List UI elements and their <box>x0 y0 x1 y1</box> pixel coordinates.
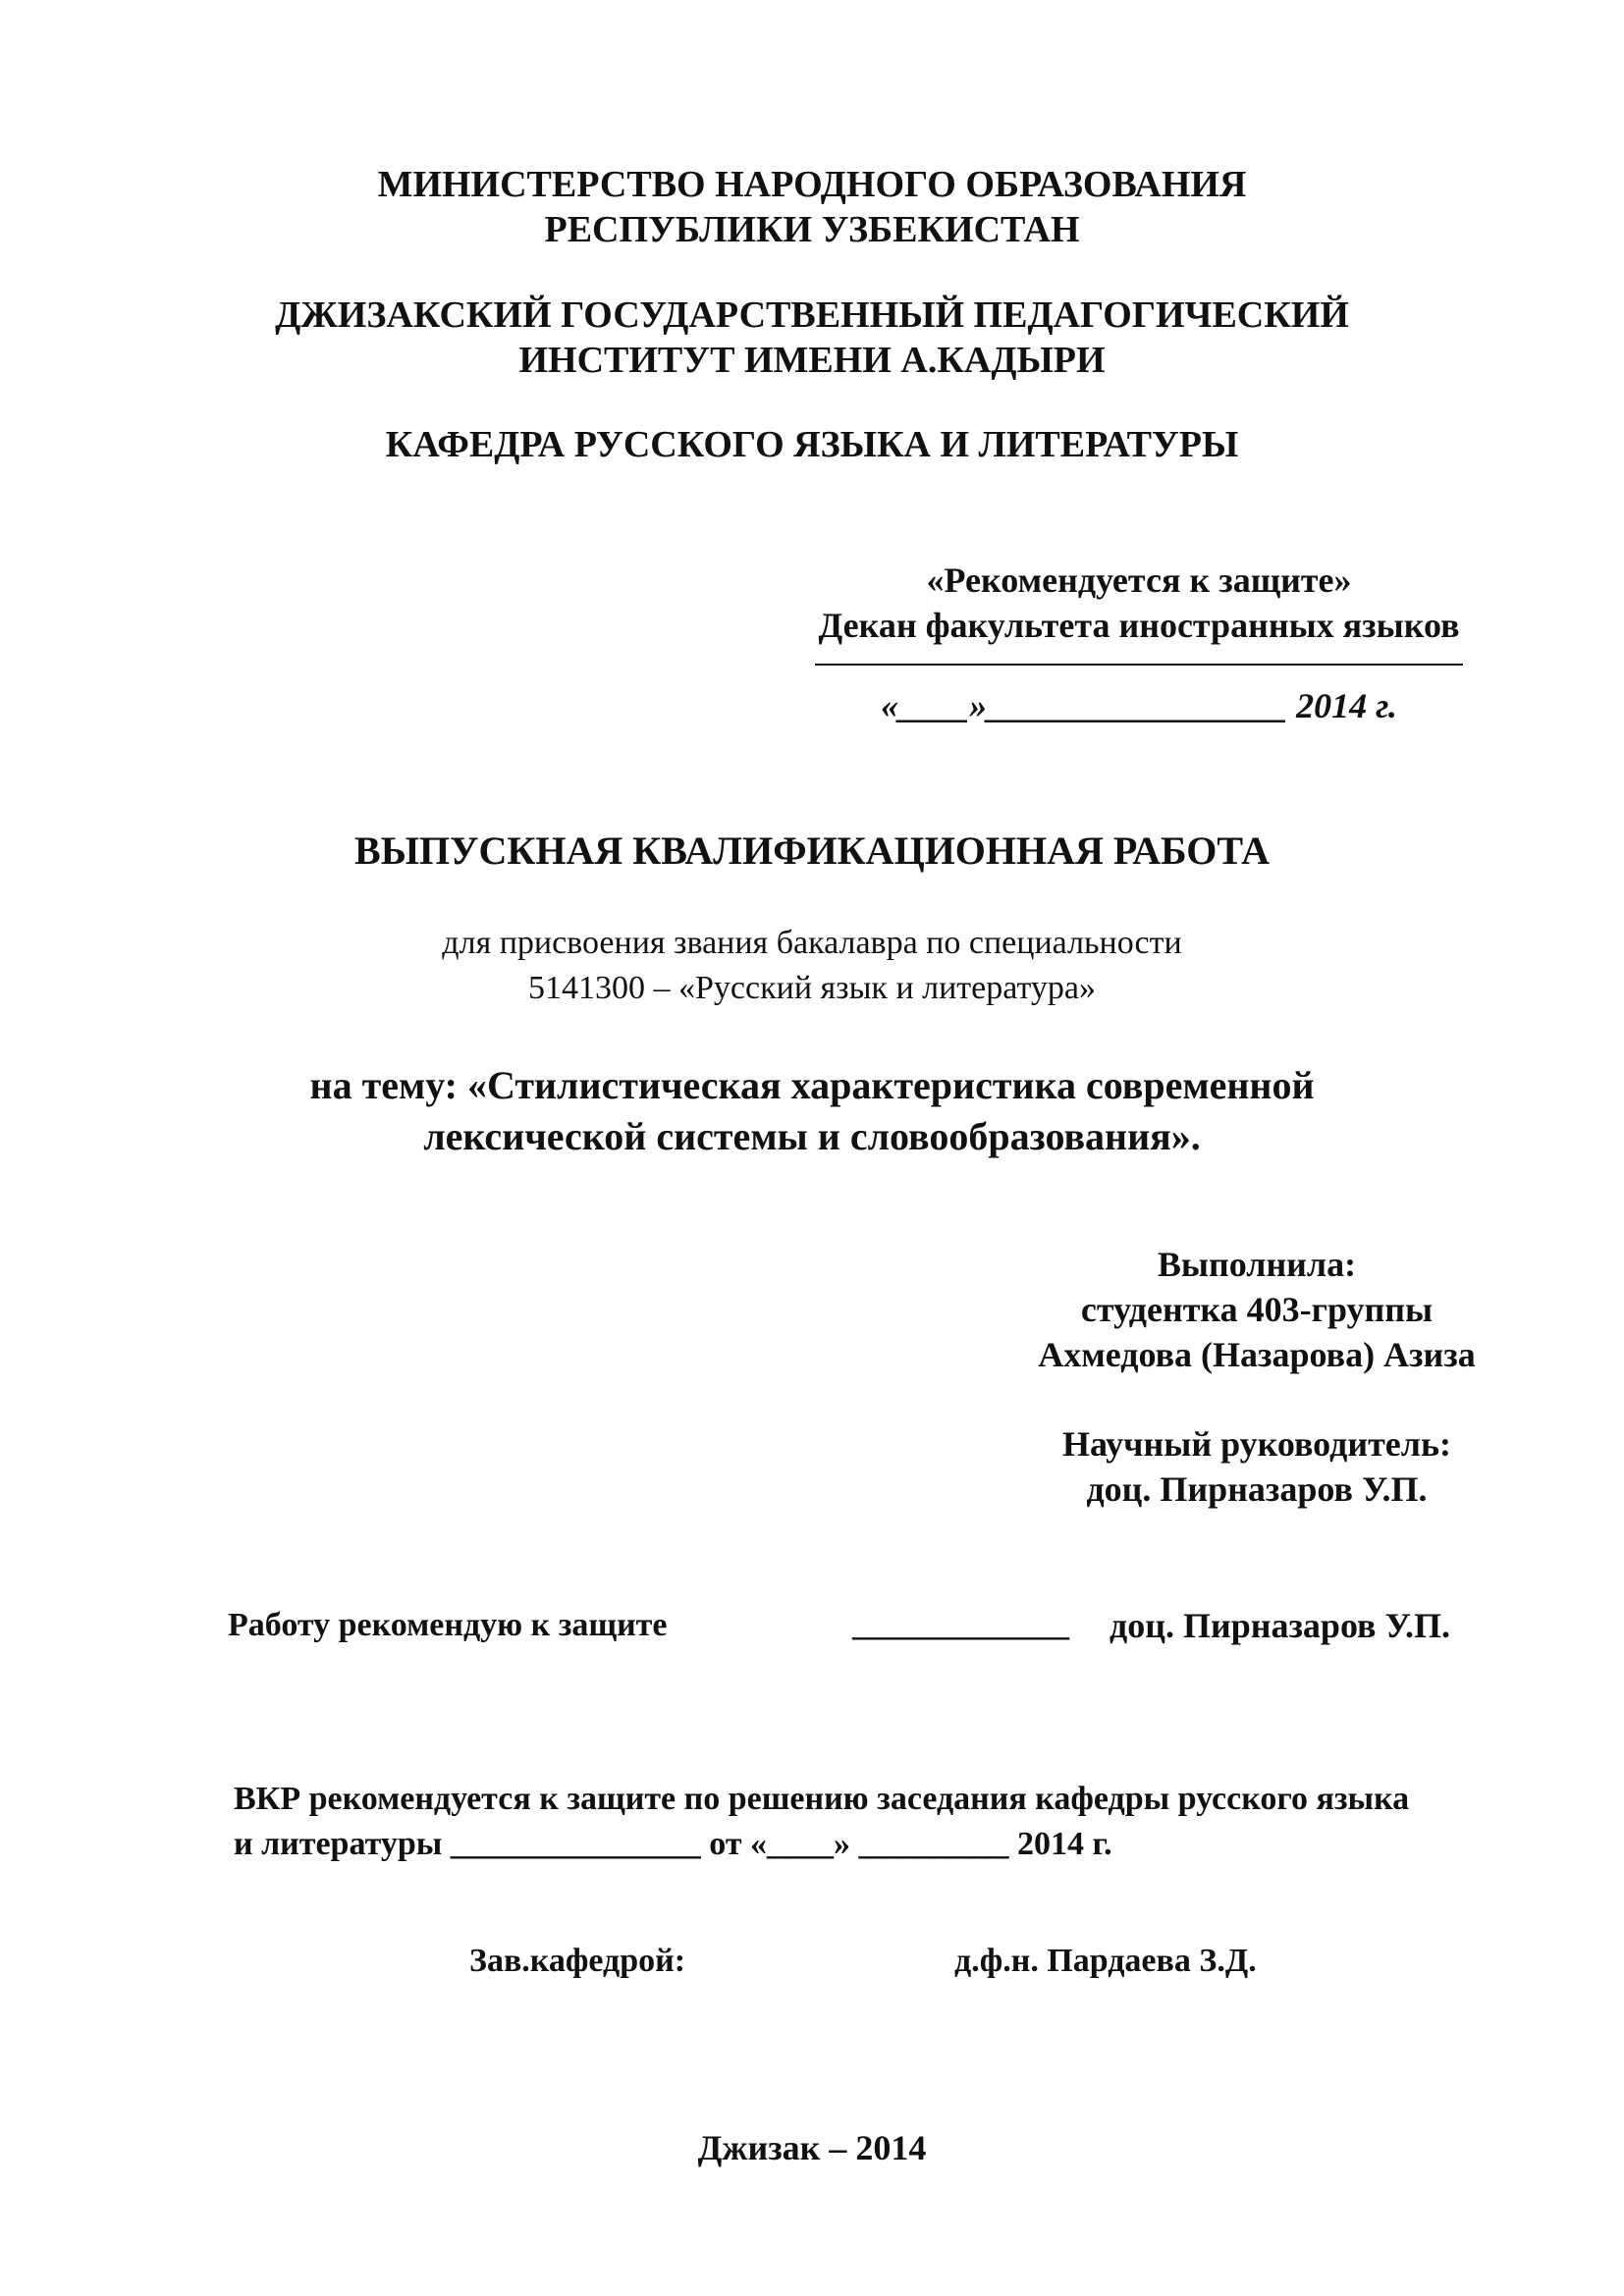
department-heading: КАФЕДРА РУССКОГО ЯЗЫКА И ЛИТЕРАТУРЫ <box>385 424 1239 465</box>
degree-line-1: для присвоения звания бакалавра по специальности <box>442 925 1182 961</box>
recommendation-signature-line: _____________ <box>852 1607 1069 1643</box>
degree-description <box>0 921 1624 1011</box>
approval-block <box>776 558 1502 728</box>
topic-line-1: на тему: «Стилистическая характеристика современной <box>309 1063 1315 1107</box>
supervisor-name: доц. Пирназаров У.П. <box>1086 1469 1428 1509</box>
signature-rule <box>815 664 1463 666</box>
head-label: Зав.кафедрой: <box>469 1943 686 1979</box>
city-year: Джизак – 2014 <box>697 2128 927 2167</box>
supervisor-label: Научный руководитель: <box>1062 1424 1451 1464</box>
author-block <box>933 1242 1581 1377</box>
author-group: студентка 403-группы <box>1080 1290 1434 1329</box>
decision-line-1: ВКР рекомендуется к защите по решению заседания кафедры русского языка <box>234 1781 1410 1817</box>
author-name: Ахмедова (Назарова) Азиза <box>1038 1335 1476 1374</box>
ministry-line-2: РЕСПУБЛИКИ УЗБЕКИСТАН <box>544 209 1080 250</box>
degree-line-2: 5141300 – «Русский язык и литература» <box>528 970 1096 1006</box>
ministry-line-1: МИНИСТЕРСТВО НАРОДНОГО ОБРАЗОВАНИЯ <box>377 164 1247 205</box>
recommendation-row <box>0 1603 1624 1652</box>
recommendation-name: доц. Пирназаров У.П. <box>1110 1606 1451 1645</box>
head-name: д.ф.н. Пардаева З.Д. <box>954 1943 1257 1979</box>
decision-line-2: и литературы _______________ от «____» _________ 2014 г. <box>234 1826 1112 1862</box>
institute-heading <box>0 293 1624 383</box>
supervisor-block <box>933 1421 1581 1512</box>
ministry-heading <box>0 162 1624 252</box>
head-of-department-row <box>0 1939 1624 1988</box>
approval-dean: Декан факультета иностранных языков <box>818 606 1460 645</box>
work-title: ВЫПУСКНАЯ КВАЛИФИКАЦИОННАЯ РАБОТА <box>354 828 1270 873</box>
department-decision <box>234 1777 1530 1867</box>
author-label: Выполнила: <box>1157 1245 1357 1284</box>
institute-line-2: ИНСТИТУТ ИМЕНИ А.КАДЫРИ <box>518 340 1106 381</box>
approval-recommended: «Рекомендуется к защите» <box>926 561 1352 600</box>
thesis-topic <box>0 1060 1624 1162</box>
institute-line-1: ДЖИЗАКСКИЙ ГОСУДАРСТВЕННЫЙ ПЕДАГОГИЧЕСКИЙ <box>275 294 1349 336</box>
approval-date-line: «____»_________________ 2014 г. <box>881 686 1397 725</box>
recommendation-label: Работу рекомендую к защите <box>228 1607 668 1643</box>
topic-line-2: лексической системы и словообразования». <box>423 1114 1201 1158</box>
